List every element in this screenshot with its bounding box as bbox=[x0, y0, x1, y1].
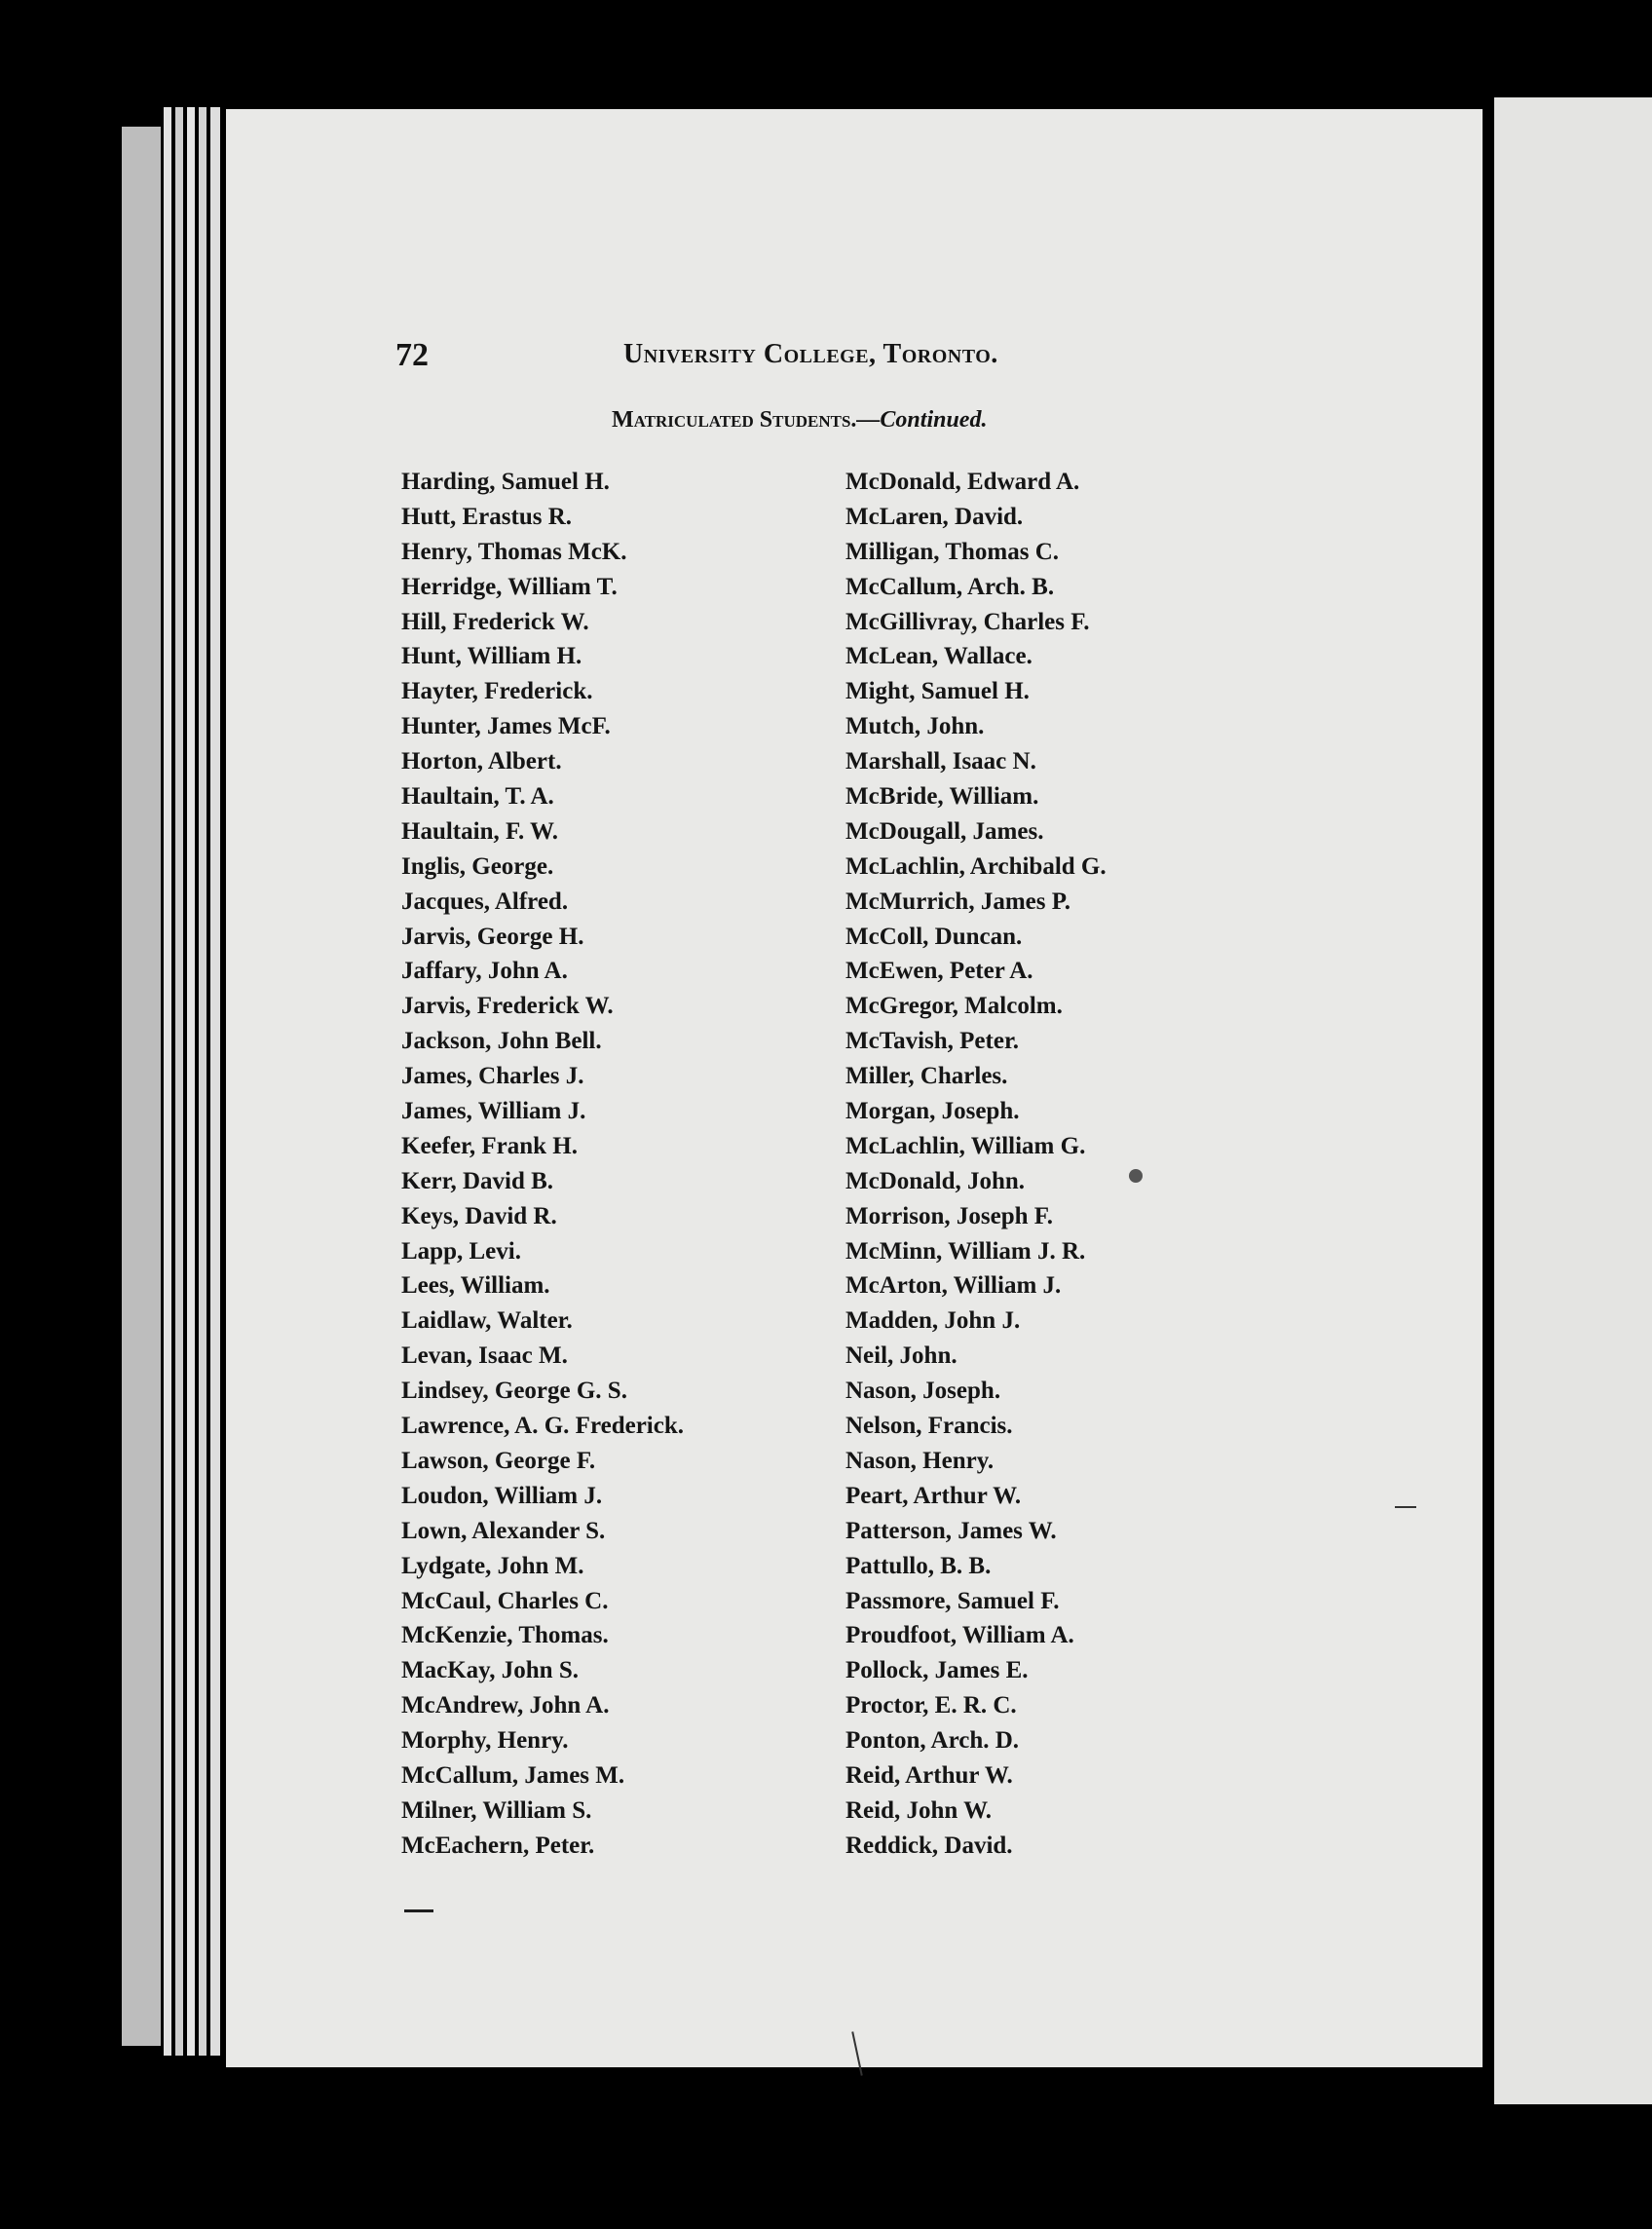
student-name: Jarvis, Frederick W. bbox=[401, 993, 614, 1020]
student-name: Miller, Charles. bbox=[845, 1063, 1008, 1090]
student-name: Loudon, William J. bbox=[401, 1482, 603, 1509]
student-name: Lees, William. bbox=[401, 1272, 550, 1300]
page-edge bbox=[199, 107, 206, 2056]
student-name: Passmore, Samuel F. bbox=[845, 1587, 1060, 1614]
student-name: McArton, William J. bbox=[845, 1272, 1062, 1300]
ink-mark bbox=[1395, 1506, 1416, 1508]
student-name: MacKay, John S. bbox=[401, 1657, 579, 1684]
student-name: Jacques, Alfred. bbox=[401, 888, 569, 915]
student-name: Harding, Samuel H. bbox=[401, 469, 610, 495]
student-name: Lawson, George F. bbox=[401, 1447, 596, 1474]
page-edge bbox=[175, 107, 183, 2056]
section-heading bbox=[612, 407, 987, 434]
student-name: Patterson, James W. bbox=[845, 1517, 1057, 1544]
student-name: Reid, John W. bbox=[845, 1796, 993, 1824]
student-name: Jarvis, George H. bbox=[401, 923, 584, 950]
student-name: James, William J. bbox=[401, 1098, 586, 1125]
student-name: Nason, Joseph. bbox=[845, 1378, 1001, 1405]
student-name: Lown, Alexander S. bbox=[401, 1517, 606, 1544]
student-name: Jackson, John Bell. bbox=[401, 1028, 602, 1055]
student-name: McDonald, John. bbox=[845, 1167, 1026, 1194]
student-name: Laidlaw, Walter. bbox=[401, 1307, 573, 1335]
student-name: Jaffary, John A. bbox=[401, 958, 568, 985]
student-name: Ponton, Arch. D. bbox=[845, 1727, 1020, 1755]
student-name: McLaren, David. bbox=[845, 503, 1024, 530]
student-name: Hunter, James McF. bbox=[401, 713, 611, 740]
page-number: 72 bbox=[395, 337, 429, 373]
page-edge bbox=[187, 107, 195, 2056]
student-name: Hutt, Erastus R. bbox=[401, 503, 573, 530]
student-list-right-column bbox=[845, 465, 1107, 1864]
student-name: Inglis, George. bbox=[401, 852, 554, 880]
student-name: Proudfoot, William A. bbox=[845, 1622, 1074, 1649]
end-dash bbox=[404, 1909, 433, 1912]
student-name: Morphy, Henry. bbox=[401, 1727, 569, 1755]
student-name: McLachlin, Archibald G. bbox=[845, 852, 1107, 880]
student-name: Nelson, Francis. bbox=[845, 1413, 1013, 1440]
student-name: Haultain, F. W. bbox=[401, 817, 558, 845]
student-name: McGillivray, Charles F. bbox=[845, 608, 1090, 635]
student-name: Lydgate, John M. bbox=[401, 1552, 584, 1579]
page-header bbox=[395, 337, 1077, 380]
section-continued-label: —Continued. bbox=[856, 407, 988, 433]
student-name: Kerr, David B. bbox=[401, 1167, 554, 1194]
student-name: Milligan, Thomas C. bbox=[845, 538, 1060, 565]
student-name: Lapp, Levi. bbox=[401, 1237, 521, 1265]
student-name: McCallum, Arch. B. bbox=[845, 573, 1055, 600]
student-name: Horton, Albert. bbox=[401, 748, 562, 775]
student-name: Lindsey, George G. S. bbox=[401, 1378, 627, 1405]
student-name: Keefer, Frank H. bbox=[401, 1132, 578, 1159]
page-edge bbox=[210, 107, 220, 2056]
student-name: McEwen, Peter A. bbox=[845, 958, 1033, 985]
student-name: McDougall, James. bbox=[845, 817, 1044, 845]
page-edge bbox=[164, 107, 171, 2056]
student-name: Hayter, Frederick. bbox=[401, 678, 593, 705]
student-name: McAndrew, John A. bbox=[401, 1692, 610, 1719]
student-name: McLean, Wallace. bbox=[845, 643, 1032, 670]
ink-blot bbox=[1129, 1169, 1143, 1183]
student-name: Hill, Frederick W. bbox=[401, 608, 589, 635]
student-name: McTavish, Peter. bbox=[845, 1028, 1019, 1055]
student-name: Pattullo, B. B. bbox=[845, 1552, 992, 1579]
student-name: McLachlin, William G. bbox=[845, 1132, 1086, 1159]
student-name: Henry, Thomas McK. bbox=[401, 538, 627, 565]
student-name: McGregor, Malcolm. bbox=[845, 993, 1063, 1020]
student-name: Milner, William S. bbox=[401, 1796, 592, 1824]
student-name: Morrison, Joseph F. bbox=[845, 1202, 1053, 1229]
student-name: Marshall, Isaac N. bbox=[845, 748, 1036, 775]
student-name: Keys, David R. bbox=[401, 1202, 557, 1229]
student-name: McDonald, Edward A. bbox=[845, 469, 1080, 495]
student-name: Reddick, David. bbox=[845, 1832, 1013, 1859]
page-edge bbox=[122, 127, 161, 2046]
student-name: McCaul, Charles C. bbox=[401, 1587, 609, 1614]
student-name: McEachern, Peter. bbox=[401, 1832, 595, 1859]
student-name: Lawrence, A. G. Frederick. bbox=[401, 1413, 684, 1440]
facing-page-edge bbox=[1494, 97, 1652, 2104]
student-name: James, Charles J. bbox=[401, 1063, 584, 1090]
student-name: Mutch, John. bbox=[845, 713, 985, 740]
student-name: McCallum, James M. bbox=[401, 1761, 625, 1789]
student-name: Nason, Henry. bbox=[845, 1447, 995, 1474]
student-name: McMurrich, James P. bbox=[845, 888, 1070, 915]
student-name: McColl, Duncan. bbox=[845, 923, 1023, 950]
student-name: Levan, Isaac M. bbox=[401, 1342, 568, 1370]
running-title: University College, Toronto. bbox=[623, 339, 998, 369]
student-name: Neil, John. bbox=[845, 1342, 957, 1370]
student-name: Pollock, James E. bbox=[845, 1657, 1029, 1684]
student-name: Morgan, Joseph. bbox=[845, 1098, 1020, 1125]
student-name: McMinn, William J. R. bbox=[845, 1237, 1086, 1265]
student-name: Might, Samuel H. bbox=[845, 678, 1030, 705]
student-name: Haultain, T. A. bbox=[401, 783, 554, 811]
student-name: Hunt, William H. bbox=[401, 643, 582, 670]
student-name: McBride, William. bbox=[845, 783, 1039, 811]
student-name: McKenzie, Thomas. bbox=[401, 1622, 609, 1649]
student-name: Madden, John J. bbox=[845, 1307, 1021, 1335]
student-name: Peart, Arthur W. bbox=[845, 1482, 1022, 1509]
student-name: Proctor, E. R. C. bbox=[845, 1692, 1017, 1719]
student-name: Reid, Arthur W. bbox=[845, 1761, 1013, 1789]
section-title: Matriculated Students. bbox=[612, 407, 857, 433]
student-list-left-column bbox=[401, 465, 684, 1864]
student-name: Herridge, William T. bbox=[401, 573, 618, 600]
